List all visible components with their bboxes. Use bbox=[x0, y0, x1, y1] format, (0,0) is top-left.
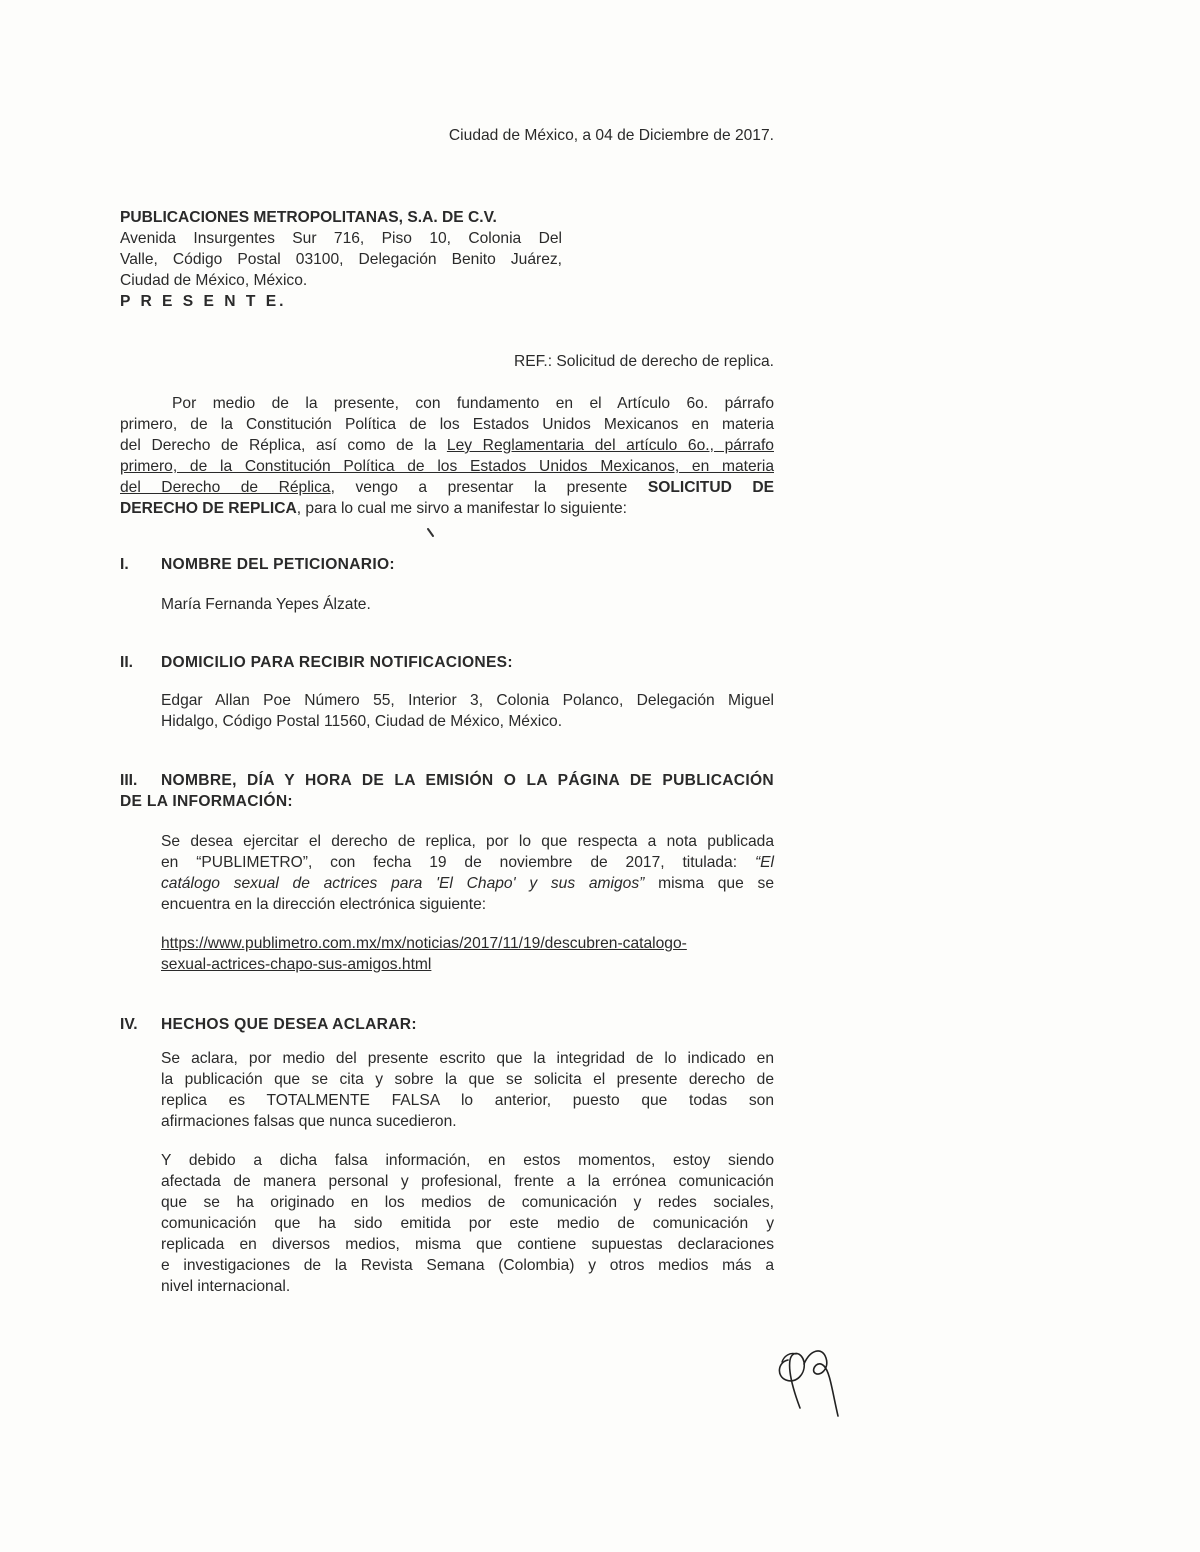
intro-line bbox=[120, 435, 774, 456]
reference-line: REF.: Solicitud de derecho de replica. bbox=[513, 353, 774, 370]
facts-line: afirmaciones falsas que nunca sucedieron. bbox=[161, 1113, 457, 1130]
section-title: NOMBRE DEL PETICIONARIO: bbox=[161, 556, 395, 573]
publication-line bbox=[161, 852, 774, 873]
article-url[interactable] bbox=[161, 933, 774, 975]
section-number: III. bbox=[120, 772, 138, 789]
address-line: Hidalgo, Código Postal 11560, Ciudad de México, México. bbox=[161, 713, 563, 730]
section-number: II. bbox=[120, 654, 133, 671]
section-title: DOMICILIO PARA RECIBIR NOTIFICACIONES: bbox=[161, 654, 513, 671]
law-reference-underlined: del Derecho de Réplica bbox=[120, 479, 331, 496]
recipient-address-line1: Avenida Insurgentes Sur 716, Piso 10, Colonia Del bbox=[120, 230, 562, 247]
facts-line: Y debido a dicha falsa información, en estos momentos, estoy siendo bbox=[161, 1152, 774, 1169]
facts-line: Se aclara, por medio del presente escrito que la integridad de lo indicado en bbox=[161, 1050, 774, 1067]
section-title-line: DE LA INFORMACIÓN: bbox=[120, 793, 293, 810]
facts-line: la publicación que se cita y sobre la que se solicita el presente derecho de bbox=[161, 1071, 774, 1088]
intro-line bbox=[120, 498, 774, 519]
intro-bold-text: DERECHO DE REPLICA bbox=[120, 500, 297, 517]
section-4-heading bbox=[120, 1014, 774, 1035]
article-url-line[interactable]: sexual-actrices-chapo-sus-amigos.html bbox=[161, 956, 432, 973]
recipient-company: PUBLICACIONES METROPOLITANAS, S.A. DE C.V. bbox=[120, 209, 497, 226]
section-3-heading bbox=[120, 770, 774, 812]
recipient-address-line3: Ciudad de México, México. bbox=[120, 272, 308, 289]
intro-line bbox=[120, 477, 774, 498]
petitioner-name: María Fernanda Yepes Álzate. bbox=[161, 596, 371, 613]
article-title: “El bbox=[754, 854, 774, 871]
facts-line: replica es TOTALMENTE FALSA lo anterior, puesto que todas son bbox=[161, 1092, 774, 1109]
notification-address bbox=[161, 690, 774, 732]
facts-paragraph-2 bbox=[161, 1150, 774, 1297]
facts-line: afectada de manera personal y profesional, frente a la errónea comunicación bbox=[161, 1173, 774, 1190]
publication-line bbox=[161, 873, 774, 894]
publication-details bbox=[161, 831, 774, 915]
publication-text: en “PUBLIMETRO”, con fecha 19 de noviembre de 2017, titulada: bbox=[161, 854, 755, 871]
law-reference-underlined: Ley Reglamentaria del artículo 6o., párrafo bbox=[446, 437, 774, 454]
signature-initials-icon bbox=[770, 1332, 850, 1422]
pen-mark bbox=[426, 527, 436, 539]
address-line: Edgar Allan Poe Número 55, Interior 3, Colonia Polanco, Delegación Miguel bbox=[161, 692, 774, 709]
recipient-presente: P R E S E N T E. bbox=[120, 293, 287, 310]
recipient-block bbox=[120, 207, 562, 312]
section-number: IV. bbox=[120, 1016, 138, 1033]
section-number: I. bbox=[120, 556, 129, 573]
facts-line: que se ha originado en los medios de comunicación y redes sociales, bbox=[161, 1194, 774, 1211]
recipient-address-line2: Valle, Código Postal 03100, Delegación Benito Juárez, bbox=[120, 251, 562, 268]
intro-line: primero, de la Constitución Política de los Estados Unidos Mexicanos en materia bbox=[120, 416, 774, 433]
intro-paragraph bbox=[120, 393, 774, 519]
section-1-heading bbox=[120, 554, 774, 575]
facts-paragraph-1 bbox=[161, 1048, 774, 1132]
publication-text: misma que se bbox=[644, 875, 774, 892]
section-title: HECHOS QUE DESEA ACLARAR: bbox=[161, 1016, 417, 1033]
intro-line: Por medio de la presente, con fundamento en el Artículo 6o. párrafo bbox=[172, 395, 774, 412]
law-reference-underlined: primero, de la Constitución Política de los Estados Unidos Mexicanos, en materia bbox=[120, 458, 774, 475]
intro-bold-text: SOLICITUD DE bbox=[647, 479, 775, 496]
publication-line: Se desea ejercitar el derecho de replica, por lo que respecta a nota publicada bbox=[161, 833, 774, 850]
facts-line: nivel internacional. bbox=[161, 1278, 291, 1295]
facts-line: comunicación que ha sido emitida por este medio de comunicación y bbox=[161, 1215, 774, 1232]
intro-text: del Derecho de Réplica, así como de la bbox=[120, 437, 447, 454]
article-url-line[interactable]: https://www.publimetro.com.mx/mx/noticias/2017/11/19/descubren-catalogo- bbox=[161, 935, 687, 952]
section-2-heading bbox=[120, 652, 774, 673]
article-title: catálogo sexual de actrices para 'El Chapo' y sus amigos” bbox=[161, 875, 645, 892]
section-title-line bbox=[120, 770, 774, 791]
facts-line: e investigaciones de la Revista Semana (Colombia) y otros medios más a bbox=[161, 1257, 774, 1274]
section-title: NOMBRE, DÍA Y HORA DE LA EMISIÓN O LA PÁGINA DE PUBLICACIÓN bbox=[161, 772, 774, 789]
intro-text: , vengo a presentar la presente bbox=[330, 479, 648, 496]
intro-text: , para lo cual me sirvo a manifestar lo siguiente: bbox=[296, 500, 627, 517]
publication-line: encuentra en la dirección electrónica siguiente: bbox=[161, 896, 487, 913]
facts-line: replicada en diversos medios, misma que contiene supuestas declaraciones bbox=[161, 1236, 774, 1253]
date-line: Ciudad de México, a 04 de Diciembre de 2017. bbox=[448, 127, 774, 144]
